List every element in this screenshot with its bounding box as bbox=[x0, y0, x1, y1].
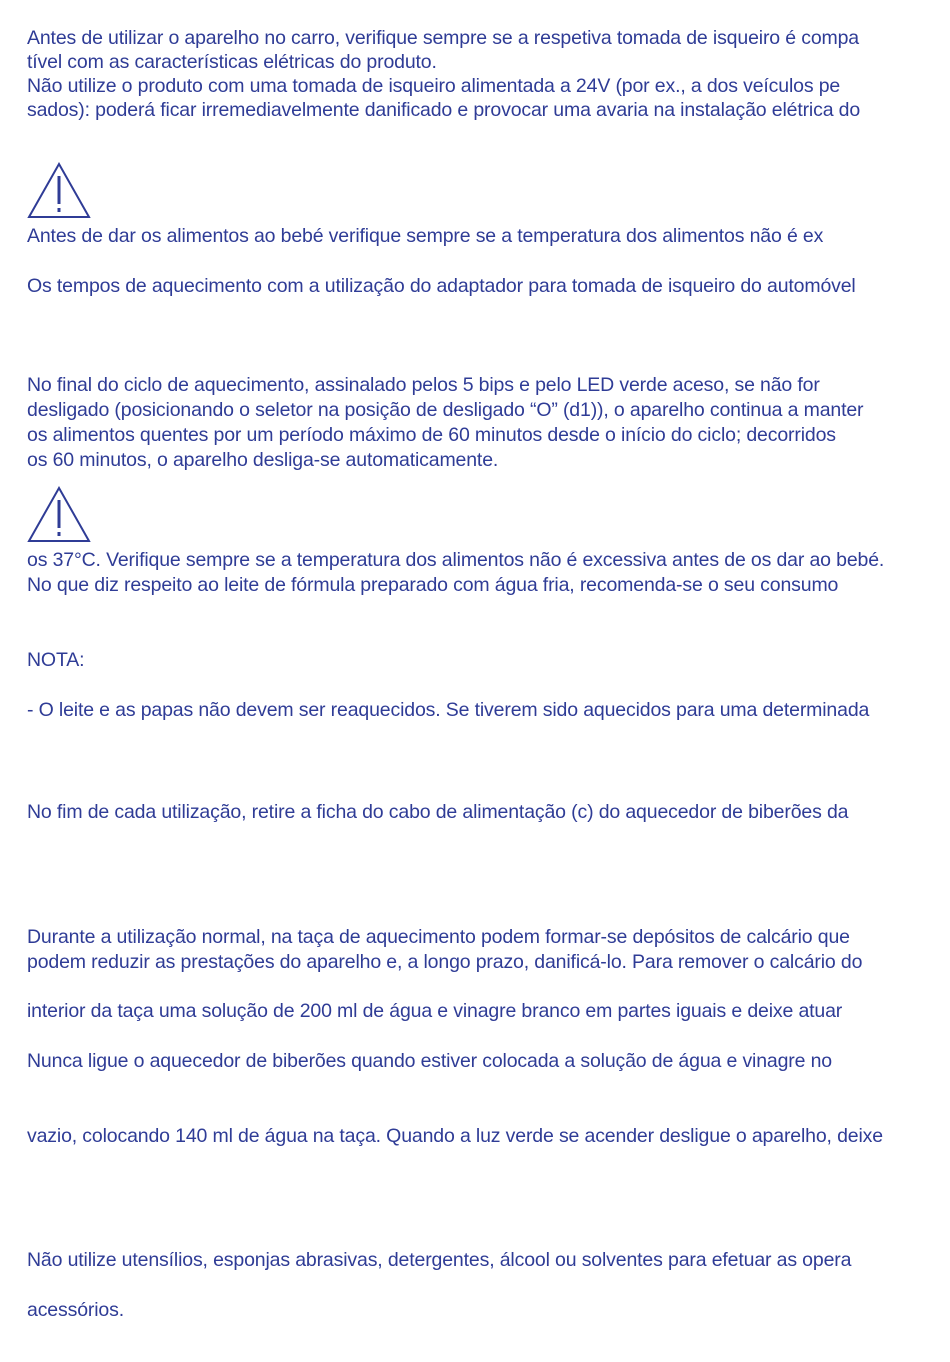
text-line: sados): poderá ficar irremediavelmente danificado e provocar uma avaria na instalação elétrica do bbox=[27, 99, 861, 121]
text-line: Não utilize utensílios, esponjas abrasivas, detergentes, álcool ou solventes para efetuar as opera bbox=[27, 1249, 852, 1271]
text-line: No fim de cada utilização, retire a ficha do cabo de alimentação (c) do aquecedor de biberões da bbox=[27, 801, 849, 823]
text-line: - O leite e as papas não devem ser reaquecidos. Se tiverem sido aquecidos para uma determinada bbox=[27, 699, 870, 721]
text-line: Não utilize o produto com uma tomada de isqueiro alimentada a 24V (por ex., a dos veículos pe bbox=[27, 75, 841, 97]
text-line: acessórios. bbox=[27, 1299, 124, 1321]
text-line: desligado (posicionando o seletor na posição de desligado “O” (d1)), o aparelho continua a manter bbox=[27, 399, 864, 421]
text-line: os alimentos quentes por um período máximo de 60 minutos desde o início do ciclo; decorridos bbox=[27, 424, 836, 446]
text-line: interior da taça uma solução de 200 ml de água e vinagre branco em partes iguais e deixe atuar bbox=[27, 1000, 843, 1022]
note-heading: NOTA: bbox=[27, 649, 85, 671]
text-line: Durante a utilização normal, na taça de aquecimento podem formar-se depósitos de calcário que bbox=[27, 926, 850, 948]
text-line: No que diz respeito ao leite de fórmula preparado com água fria, recomenda-se o seu consumo bbox=[27, 574, 839, 596]
text-line: Antes de dar os alimentos ao bebé verifique sempre se a temperatura dos alimentos não é ex bbox=[27, 225, 824, 247]
text-line: Nunca ligue o aquecedor de biberões quando estiver colocada a solução de água e vinagre no bbox=[27, 1050, 833, 1072]
text-line: Os tempos de aquecimento com a utilização do adaptador para tomada de isqueiro do automóvel bbox=[27, 275, 856, 297]
text-line: tível com as características elétricas do produto. bbox=[27, 51, 437, 73]
text-line: podem reduzir as prestações do aparelho e, a longo prazo, danificá-lo. Para remover o calcário do bbox=[27, 951, 863, 973]
text-line: vazio, colocando 140 ml de água na taça. Quando a luz verde se acender desligue o aparelho, deixe bbox=[27, 1125, 883, 1147]
warning-triangle-icon bbox=[27, 486, 91, 543]
text-line: Antes de utilizar o aparelho no carro, verifique sempre se a respetiva tomada de isqueiro é compa bbox=[27, 27, 859, 49]
text-line: os 60 minutos, o aparelho desliga-se automaticamente. bbox=[27, 449, 499, 471]
warning-triangle-icon bbox=[27, 162, 91, 219]
text-line: os 37°C. Verifique sempre se a temperatura dos alimentos não é excessiva antes de os dar ao bebé. bbox=[27, 549, 885, 571]
text-line: No final do ciclo de aquecimento, assinalado pelos 5 bips e pelo LED verde aceso, se não for bbox=[27, 374, 820, 396]
